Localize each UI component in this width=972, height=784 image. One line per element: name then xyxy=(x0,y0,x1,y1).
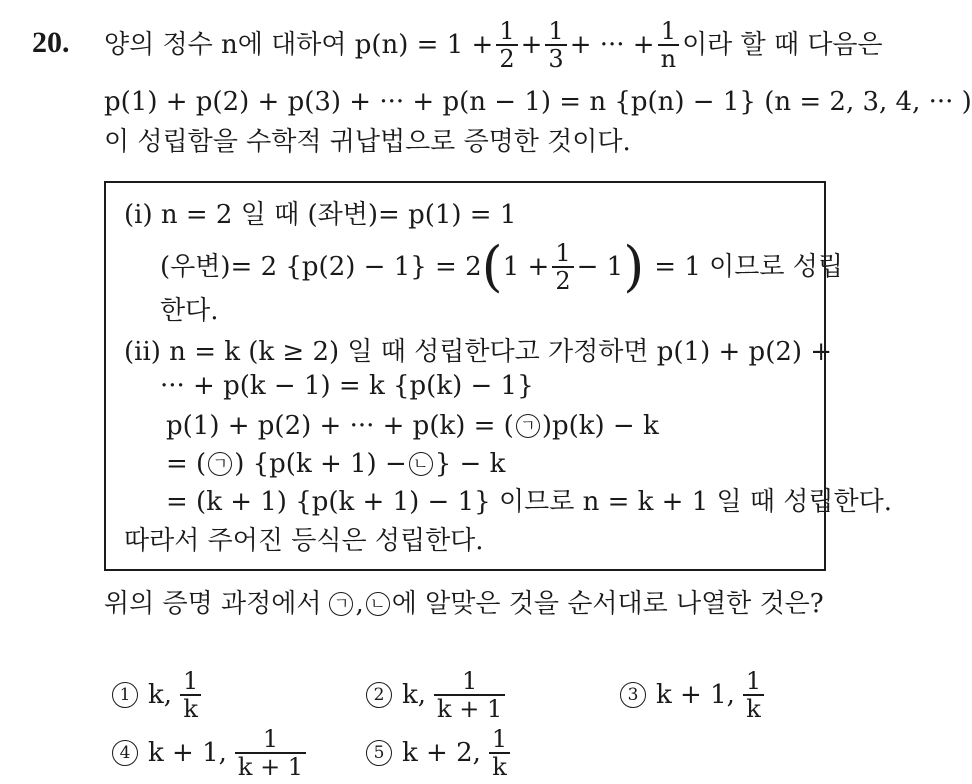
fraction-one-half: $\frac{1}{2}$ xyxy=(496,18,517,72)
comma: , xyxy=(355,589,364,619)
choice-5-term: k + 2, xyxy=(402,738,481,768)
proof-line-6 xyxy=(166,408,659,444)
circled-nieun-symbol: ㄴ xyxy=(366,592,390,616)
big-open-paren: ( xyxy=(481,235,503,298)
fraction-one-over-n: $\frac{1}{n}$ xyxy=(658,18,679,72)
proof-line-2-tail: = 1 이므로 성립 xyxy=(654,252,843,282)
proof-line-2-mid: 1 + xyxy=(502,252,550,282)
proof-line-1: (i) n = 2 일 때 (좌변)= p(1) = 1 xyxy=(124,200,517,230)
choice-5[interactable] xyxy=(366,726,513,780)
choice-1-fraction: $\frac{1}{k}$ xyxy=(180,668,201,722)
choice-2-fraction: $\frac{1}{k + 1}$ xyxy=(434,668,505,722)
proof-line-2 xyxy=(160,235,843,298)
plus-sign: + xyxy=(520,30,543,60)
question-number: 20. xyxy=(32,26,70,59)
proof-line-6-tail: )p(k) − k xyxy=(541,411,659,441)
proof-line-6-text: p(1) + p(2) + ··· + p(k) = ( xyxy=(166,411,514,441)
choice-4[interactable] xyxy=(112,726,309,780)
proof-line-8: = (k + 1) {p(k + 1) − 1} 이므로 n = k + 1 일 때 성립한다. xyxy=(166,487,892,517)
circled-nieun-symbol: ㄴ xyxy=(409,452,433,476)
choice-1[interactable] xyxy=(112,668,204,722)
proof-line-3: 한다. xyxy=(160,296,219,326)
choice-number-2: 2 xyxy=(366,682,392,708)
circled-giyeok-symbol: ㄱ xyxy=(516,414,540,438)
choice-5-fraction: $\frac{1}{k}$ xyxy=(489,726,510,780)
question-prompt-text: 위의 증명 과정에서 xyxy=(104,589,322,619)
big-close-paren: ) xyxy=(623,235,645,298)
proof-line-2-text: (우변)= 2 {p(2) − 1} = 2 xyxy=(160,252,482,282)
choice-2[interactable] xyxy=(366,668,508,722)
choice-4-fraction: $\frac{1}{k + 1}$ xyxy=(235,726,306,780)
choice-3-term: k + 1, xyxy=(656,680,735,710)
choice-3-fraction: $\frac{1}{k}$ xyxy=(743,668,764,722)
circled-giyeok-symbol: ㄱ xyxy=(329,592,353,616)
proof-line-7 xyxy=(166,446,505,482)
proof-line-2-minus: − 1 xyxy=(576,252,624,282)
proof-line-7-tail: } − k xyxy=(434,449,506,479)
plus-ellipsis: + ··· + xyxy=(569,30,655,60)
proof-line-9: 따라서 주어진 등식은 성립한다. xyxy=(124,526,484,556)
fraction-one-third: $\frac{1}{3}$ xyxy=(545,18,566,72)
question-line-3: 이 성립함을 수학적 귀납법으로 증명한 것이다. xyxy=(104,127,631,157)
choice-1-term: k, xyxy=(148,680,173,710)
choice-number-4: 4 xyxy=(112,740,138,766)
circled-giyeok-symbol: ㄱ xyxy=(208,452,232,476)
choice-number-1: 1 xyxy=(112,682,138,708)
question-prompt-tail: 에 알맞은 것을 순서대로 나열한 것은? xyxy=(391,589,824,619)
choice-2-term: k, xyxy=(402,680,427,710)
choice-3[interactable] xyxy=(620,668,767,722)
proof-line-5: ··· + p(k − 1) = k {p(k) − 1} xyxy=(160,371,534,401)
question-line-1-tail: 이라 할 때 다음은 xyxy=(682,30,883,60)
choice-number-3: 3 xyxy=(620,682,646,708)
fraction-one-half-proof: $\frac{1}{2}$ xyxy=(552,240,573,294)
choice-4-term: k + 1, xyxy=(148,738,227,768)
question-prompt xyxy=(104,586,824,622)
choice-number-5: 5 xyxy=(366,740,392,766)
proof-line-7-text: = ( xyxy=(166,449,207,479)
proof-line-4: (ii) n = k (k ≥ 2) 일 때 성립한다고 가정하면 p(1) + p(2) + xyxy=(124,337,833,367)
question-line-2: p(1) + p(2) + p(3) + ··· + p(n − 1) = n {p(n) − 1} (n = 2, 3, 4, ··· ) xyxy=(104,87,972,117)
question-line-1 xyxy=(104,18,883,72)
proof-line-7-mid: ) {p(k + 1) − xyxy=(234,449,407,479)
question-line-1-text: 양의 정수 n에 대하여 p(n) = 1 + xyxy=(104,30,494,60)
